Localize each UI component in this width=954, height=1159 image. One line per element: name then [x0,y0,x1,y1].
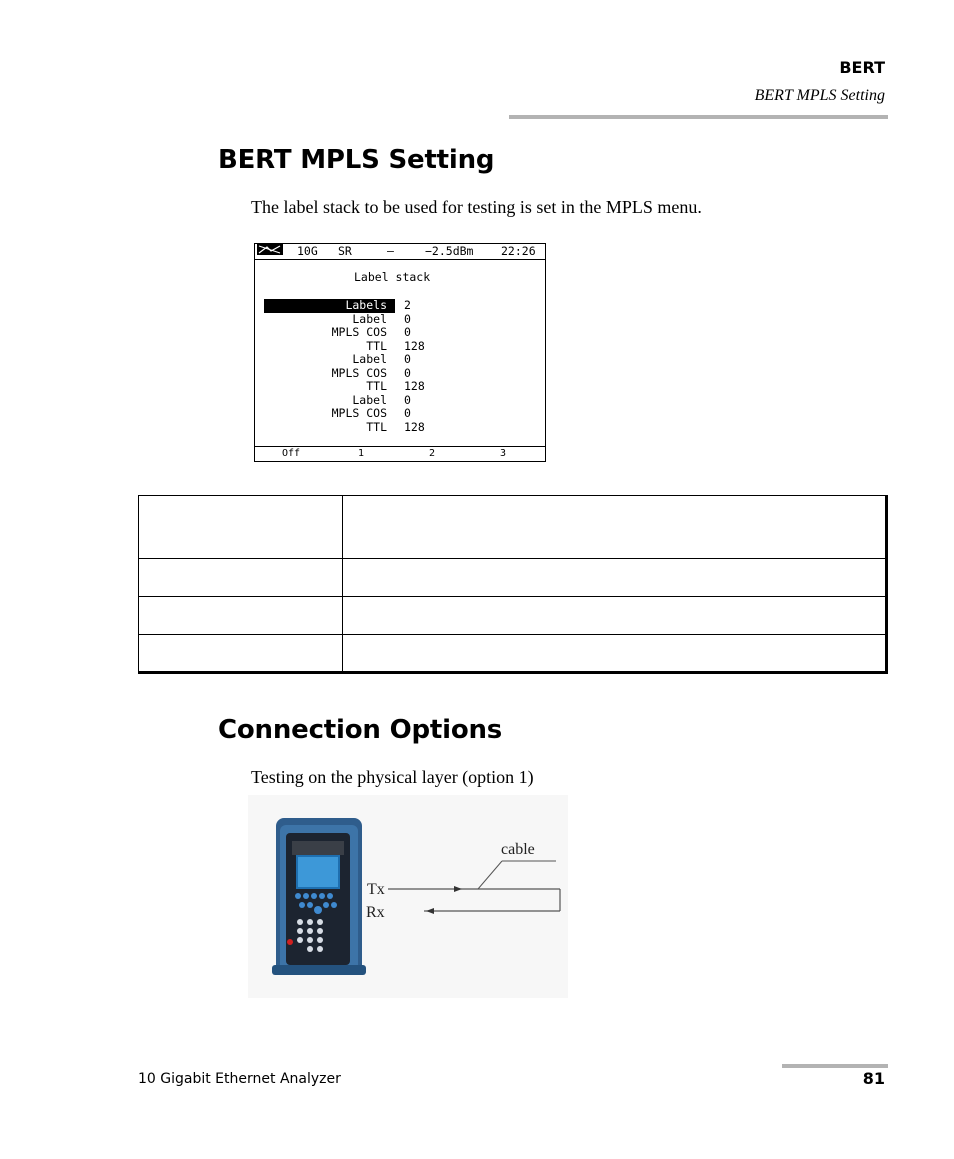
status-time: 22:26 [501,244,536,258]
parameter-table [138,495,888,674]
table-cell [343,496,887,559]
menu-value: 128 [404,419,425,434]
menu-value: 128 [404,338,425,353]
diagram-graphic [248,795,568,998]
signal-icon [257,244,283,255]
menu-row-label[interactable]: Label [352,311,387,326]
footer-rule [782,1064,888,1068]
menu-row-labels[interactable]: Labels [264,299,395,313]
status-rate: 10G [297,244,318,258]
status-bar [255,244,545,260]
menu-row-label[interactable]: Label [352,392,387,407]
running-header-subsection: BERT MPLS Setting [754,87,885,104]
menu-row-mpls-cos[interactable]: MPLS COS [331,325,387,339]
device-screen [254,243,546,462]
table-row [139,496,887,559]
table-cell [139,559,343,597]
menu-row-mpls-cos[interactable]: MPLS COS [331,365,387,380]
tx-label: Tx [367,881,385,898]
menu-value: 0 [404,311,411,326]
section-intro-text: Testing on the physical layer (option 1) [251,767,534,787]
menu-value: 0 [404,352,411,366]
section-intro-text: The label stack to be used for testing is set in the MPLS menu. [251,197,702,217]
softkey-1[interactable]: 1 [358,448,365,459]
menu-value: 0 [404,406,411,420]
cable-leader [478,861,502,889]
menu-value: 0 [404,365,411,380]
menu-value: 128 [404,379,425,393]
footer-product-name: 10 Gigabit Ethernet Analyzer [138,1071,341,1087]
table-cell [343,635,887,673]
softkey-3[interactable]: 3 [500,448,507,459]
table-row [139,635,887,673]
menu-row-ttl[interactable]: TTL [366,419,387,434]
analyzer-device-image [272,818,366,975]
table-cell [139,597,343,635]
softkey-off[interactable]: Off [282,448,301,459]
cable-label: cable [501,841,535,858]
table-row [139,559,887,597]
screen-title: Label stack [354,270,431,284]
table-cell [139,635,343,673]
rx-label: Rx [366,904,385,921]
menu-row-ttl[interactable]: TTL [366,338,387,353]
menu-value: 2 [404,298,411,312]
section-heading-bert-mpls: BERT MPLS Setting [218,145,495,175]
menu-row-label[interactable]: Label [352,352,387,366]
table-cell [343,559,887,597]
header-rule [509,115,888,119]
menu-row-mpls-cos[interactable]: MPLS COS [331,406,387,420]
softkey-2[interactable]: 2 [429,448,436,459]
softkey-bar [255,446,545,461]
section-heading-connection-options: Connection Options [218,715,503,745]
table-row [139,597,887,635]
connection-diagram [248,795,568,998]
rx-arrow [426,908,434,914]
menu-value: 0 [404,392,411,407]
menu-value: 0 [404,325,411,339]
status-dash: – [387,244,394,258]
status-power: −2.5dBm [425,244,474,258]
menu-row-ttl[interactable]: TTL [366,379,387,393]
table-cell [139,496,343,559]
page-number: 81 [862,1069,885,1088]
tx-arrow [454,886,462,892]
table-cell [343,597,887,635]
running-header-section: BERT [839,58,885,77]
status-mode: SR [338,244,352,258]
